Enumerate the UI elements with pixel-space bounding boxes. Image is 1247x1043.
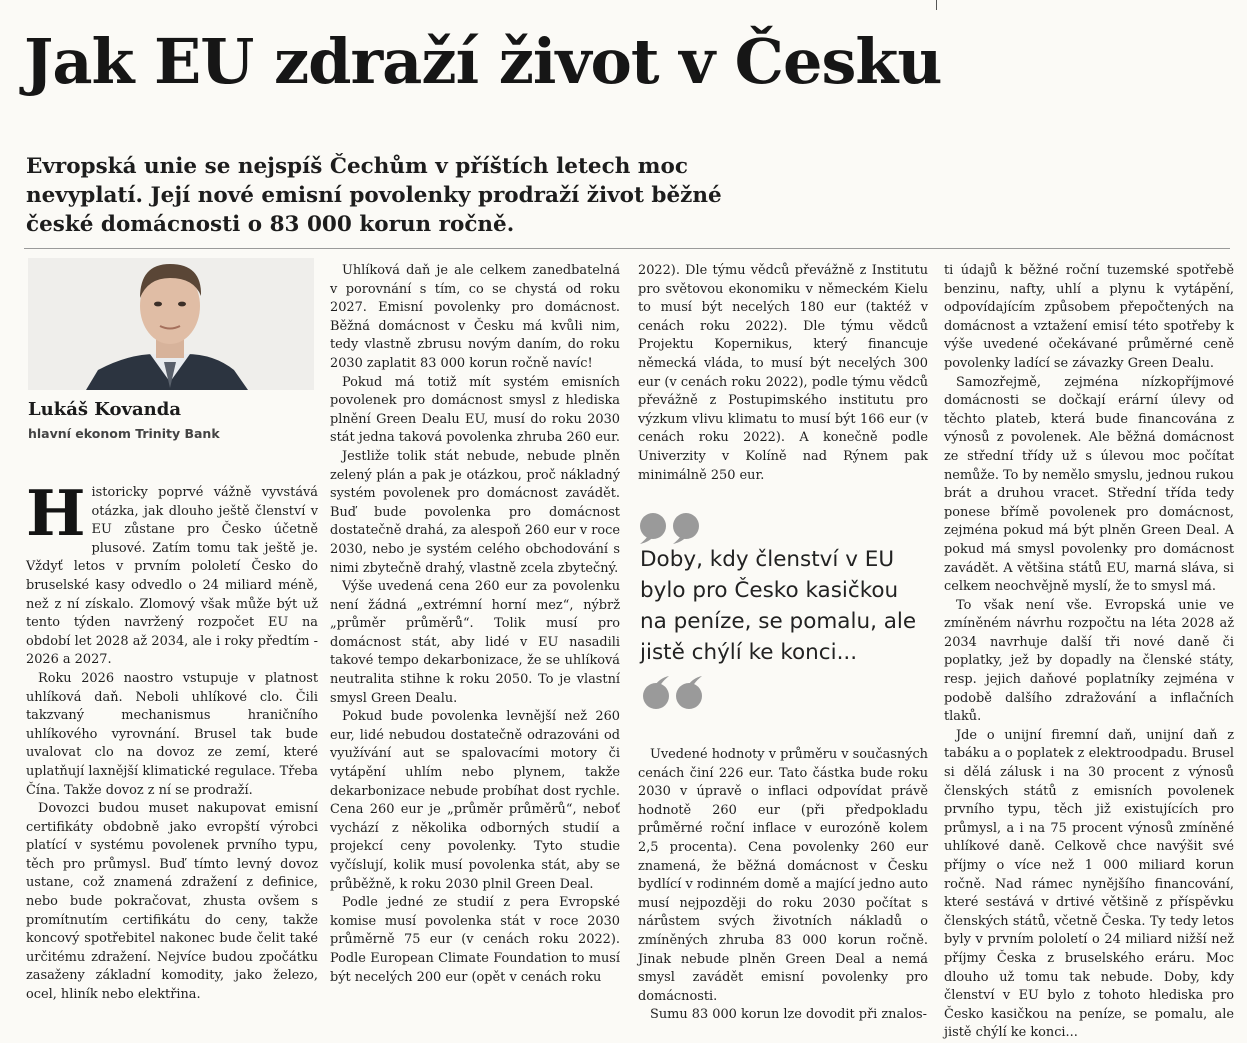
drop-cap: H	[26, 476, 86, 550]
article-paragraph: Uhlíková daň je ale celkem zanedbatelná v porovnání s tím, co se chystá od roku 2027. Emisní povolenky pro domácnost. Běžná domácnost v Česku má kvůli nim, tedy vlastně zbrusu novým daním, do roku 2030 zaplatit 83 000 korun ročně navíc!	[330, 263, 620, 371]
article-paragraph: Pokud má totiž mít systém emisních povolenek pro domácnost smysl z hlediska plnění Green Dealu EU, musí do roku 2030 stát jedna taková povolenka zhruba 260 eur.	[330, 374, 620, 446]
article-paragraph: Dovozci budou muset nakupovat emisní certifikáty obdobně jako evropští výrobci platící v systému povolenek prvního typu, těch pro průmysl. Buď tímto levný dovoz ustane, což znamená zdražení z definice, nebo bude pokračovat, zhusta ovšem s promítnutím certifikátu do ceny, takže koncový spotřebitel nakonec bude čelit také určitému zdražení. Nejvíce budou zpočátku zasaženy základní komodity, jako železo, ocel, hliník nebo elektřina.	[26, 801, 318, 1003]
article-paragraph: 2022). Dle týmu vědců převážně z Institutu pro světovou ekonomiku v německém Kielu to musí být necelých 180 eur (taktéž v cenách roku 2022). Dle týmu vědců Projektu Kopernikus, který financuje německá vláda, to musí být necelých 300 eur (v cenách roku 2022), podle týmu vědců převážně z Postupimského institutu pro výzkum vlivu klimatu to musí být 166 eur (v cenách roku 2022). A konečně podle Univerzity v Kolíně nad Rýnem pak minimálně 250 eur.	[638, 263, 928, 483]
author-name: Lukáš Kovanda	[28, 399, 181, 420]
article-column-4	[944, 262, 1234, 1041]
article-column-2	[330, 262, 620, 1010]
article-paragraph: Jde o unijní firemní daň, unijní daň z tabáku a o poplatek z elektroodpadu. Brusel si dělá zálusk i na 30 procent z výnosů členských států z emisních povolenek prvního typu, těch již existujících pro průmysl, a i na 75 procent výnosů zmíněné uhlíkové daně. Celkově chce navýšit své příjmy o více než 1 000 miliard korun ročně. Nad rámec nynějšího financování, které sestává v drtivé většině z příspěvku členských států, včetně Česka. Ty tedy letos byly v prvním pololetí o 24 miliard nižší než příjmy Česka z bruselského eráru. Moc dlouho už tomu tak nebude. Doby, kdy členství v EU bylo z tohoto hlediska pro Česko kasičkou na peníze, se pomalu, ale jistě chýlí ke konci...	[944, 727, 1234, 1041]
author-portrait-illustration	[28, 258, 314, 390]
article-paragraph: Roku 2026 naostro vstupuje v platnost uhlíková daň. Neboli uhlíkové clo. Čili takzvaný mechanismus hraničního uhlíkového vyrovnání. Brusel tak bude uvalovat clo na dovoz ze zemí, které uplatňují laxnější klimatické regulace. Třeba Čína. Takže dovoz z ní se prodraží.	[26, 670, 318, 798]
article-column-1	[26, 476, 318, 1010]
article-paragraph: Pokud bude povolenka levnější než 260 eur, lidé nebudou dostatečně odrazováni od využívání aut se spalovacími motory či vytápění uhlím nebo plynem, takže dekarbonizace nebude probíhat dost rychle. Cena 260 eur je „průměr průměrů“, neboť vychází z několika odborných studií a projekcí ceny povolenky. Tyto studie vyčíslují, kolik musí povolenka stát, aby se průběžně, k roku 2030 plnil Green Deal.	[330, 709, 620, 892]
article-paragraph: Uvedené hodnoty v průměru v současných cenách činí 226 eur. Tato částka bude roku 2030 v úpravě o inflaci odpovídat právě hodnotě 260 eur (při předpokladu průměrné roční inflace v eurozóně kolem 2,5 procenta). Cena povolenky 260 eur znamená, že běžná domácnost v Česku bydlící v rodinném domě a mající jedno auto musí nejpozději do roku 2030 počítat s nárůstem svých životních nákladů o zmíněných zhruba 83 000 korun ročně. Jinak nebude plněn Green Deal a nemá smysl zavádět emisní povolenky pro domácnosti.	[638, 747, 928, 1004]
article-column-3-top	[638, 262, 928, 483]
article-paragraph: Historicky poprvé vážně vyvstává otázka, jak dlouho ještě členství v EU zůstane pro Česko účetně plusové. Zatím tomu tak ještě je. Vždyť letos v prvním pololetí Česko do bruselské kasy odvedlo o 24 miliard méně, než z ní získalo. Zlomový však může být už tento týden navržený rozpočet EU na období let 2028 až 2034, ale i roky předtím - 2026 a 2027.	[26, 476, 318, 668]
header-divider	[24, 248, 1230, 249]
article-column-3-bottom	[638, 746, 928, 1023]
article-paragraph: Výše uvedená cena 260 eur za povolenku není žádná „extrémní horní mez“, nýbrž „průměr průměrů“. Tolik musí pro domácnost stát, aby lidé v EU nasadili takové tempo dekarbonizace, že se uhlíková neutralita stihne k roku 2050. To je vlastní smysl Green Dealu.	[330, 579, 620, 706]
article-paragraph: Sumu 83 000 korun lze dovodit při znalos-	[650, 1007, 928, 1023]
quote-close-icon	[636, 676, 706, 716]
author-role: hlavní ekonom Trinity Bank	[28, 426, 220, 441]
author-photo	[28, 258, 314, 390]
article-paragraph: To však není vše. Evropská unie ve zmíněném návrhu rozpočtu na léta 2028 až 2034 navrhuje další tři nové daně či poplatky, jež by dopadly na členské státy, resp. jejich daňové poplatníky zejména v podobě dalšího zdražování a inflačních tlaků.	[944, 597, 1234, 725]
quote-open-icon	[636, 504, 706, 544]
pull-quote: Doby, kdy členství v EU bylo pro Česko kasičkou na peníze, se pomalu, ale jistě chýlí ke konci...	[640, 547, 917, 665]
article-paragraph: Podle jedné ze studií z pera Evropské komise musí povolenka stát v roce 2030 průměrně 75 eur (v cenách roku 2022). Podle European Climate Foundation to musí být necelých 200 eur (opět v cenách roku	[330, 895, 620, 985]
page-edge-tick	[936, 0, 937, 10]
headline: Jak EU zdraží život v Česku	[24, 25, 942, 98]
lead-paragraph: Evropská unie se nejspíš Čechům v příštích letech moc nevyplatí. Její nové emisní povolenky prodraží život běžné české domácnosti o 83 000 korun ročně.	[26, 154, 722, 237]
article-paragraph: Samozřejmě, zejména nízkopříjmové domácnosti se dočkají erární úlevy od těchto plateb, která bude financována z výnosů z povolenek. Ale běžná domácnost ze střední třídy už s úlevou moc počítat nemůže. To by nemělo smyslu, jednou rukou brát a druhou vracet. Střední třída tedy ponese břímě povolenek pro domácnost, zejména pokud má být plněn Green Deal. A pokud má smysl povolenky pro domácnost zavádět. A většina států EU, marná sláva, si celkem neochvějně myslí, že to smysl má.	[944, 374, 1234, 595]
article-paragraph: Jestliže tolik stát nebude, nebude plněn zelený plán a pak je otázkou, proč nákladný systém povolenek pro domácnost zavádět. Buď bude povolenka pro domácnost dostatečně drahá, za alespoň 260 eur v roce 2030, nebo je systém celého obchodování s nimi zbytečně drahý, vlastně zcela zbytečný.	[330, 448, 620, 576]
article-paragraph: ti údajů k běžné roční tuzemské spotřebě benzinu, nafty, uhlí a plynu k vytápění, odpovídajícím způsobem přepočtených na domácnost a vztažení emisí této spotřeby k výše uvedené očekávané průměrné ceně povolenky ladící se závazky Green Dealu.	[944, 263, 1234, 371]
